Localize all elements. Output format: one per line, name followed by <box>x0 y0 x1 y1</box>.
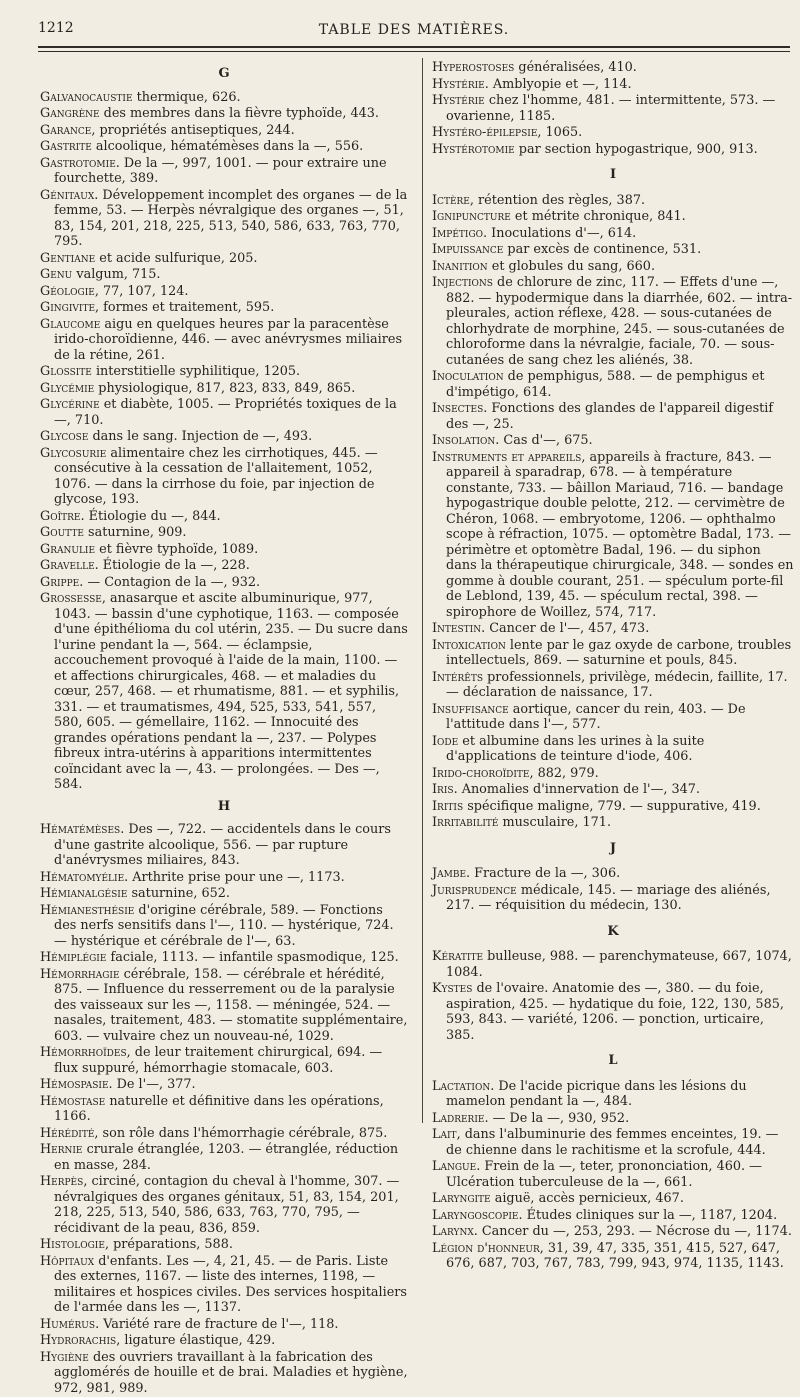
header-rule-thin <box>38 51 790 52</box>
section-letter: L <box>608 1053 618 1068</box>
entry-term: Hémospasie <box>40 1077 109 1092</box>
entry-term: Glycose <box>40 429 89 444</box>
index-entry <box>40 575 408 591</box>
index-entry <box>40 446 408 508</box>
index-entry <box>432 401 794 432</box>
index-entry <box>432 1191 794 1207</box>
entry-text: et fièvre typhoïde, 1089. <box>95 541 259 557</box>
entry-text: de l'ovaire. Anatomie des —, 380. — du foie, aspiration, 425. — hydatique du foie, 122, 130, 585, 593, 843. — variété, 1206. — ponction, urticaire, 385. <box>446 981 784 1043</box>
entry-text: , formes et traitement, 595. <box>95 300 275 315</box>
entry-text: . Inoculations d'—, 614. <box>483 225 637 241</box>
entry-text: lente par le gaz oxyde de carbone, troubles intellectuels, 869. — saturnine et pouls, 845. <box>446 637 792 668</box>
index-entry <box>40 903 408 950</box>
entry-text: , 882, 979. <box>529 765 599 781</box>
entry-text: . — De la —, 930, 952. <box>484 1110 630 1126</box>
index-entry <box>40 139 408 155</box>
entry-text: . Étiologie de la —, 228. <box>94 558 250 573</box>
index-entry <box>40 525 408 541</box>
index-entry <box>40 1174 408 1236</box>
index-entry <box>40 106 408 122</box>
index-entry <box>40 1045 408 1076</box>
entry-text: . Fonctions des glandes de l'appareil digestif des —, 25. <box>446 401 774 432</box>
entry-text: , 77, 107, 124. <box>94 283 189 299</box>
entry-text: . Anomalies d'innervation de l'—, 347. <box>453 782 700 797</box>
entry-text: , propriétés antiseptiques, 244. <box>91 122 295 138</box>
index-entry <box>40 267 408 283</box>
entry-term: Insolation <box>432 433 496 448</box>
entry-term: Jambe <box>432 866 467 881</box>
index-entry <box>40 886 408 902</box>
entry-text: . Variété rare de fracture de l'—, 118. <box>95 1316 339 1332</box>
index-entry <box>432 782 794 798</box>
index-entry <box>432 433 794 449</box>
entry-term: Instruments et appareils <box>432 449 582 465</box>
index-entry <box>432 638 794 669</box>
entry-term: Gingivite <box>40 300 96 315</box>
index-entry <box>432 1224 794 1240</box>
right-column <box>432 60 794 1273</box>
entry-term: Laryngoscopie <box>432 1207 519 1223</box>
index-entry <box>432 142 794 158</box>
entry-term: Histologie <box>40 1237 105 1252</box>
entry-text: , appareils à fracture, 843. — appareil à sparadrap, 678. — à température constante, 733. — bâillon Mariaud, 716. — bandage hypogastrique double pelotte, 212. — cervimètre de Chéron, 1068. — embryotome, 1206. — ophthalmo scope à réfraction, 1075. — optomètre Badal, 173. — périmètre et optomètre Badal, 196. — du siphon dans la thérapeutique chirurgicale, 348. — sondes en gomme à double courant, 251. — spéculum porte-fil de Leblond, 139, 45. — spéculum rectal, 398. — spirophore de Woillez, 574, 717. <box>446 449 794 620</box>
entry-text: saturnine, 909. <box>83 525 187 540</box>
entry-term: Ignipuncture <box>432 209 511 224</box>
entry-term: Glaucome <box>40 316 101 332</box>
entry-term: Intestin <box>432 621 482 636</box>
index-entry <box>432 450 794 621</box>
entry-term: Kystes <box>432 981 473 996</box>
entry-text: aiguë, accès pernicieux, 467. <box>490 1191 684 1206</box>
entry-text: , son rôle dans l'hémorrhagie cérébrale, 875. <box>94 1125 388 1141</box>
entry-text: , 31, 39, 47, 335, 351, 415, 527, 647, 676, 687, 703, 767, 783, 799, 943, 974, 1135, 1143. <box>446 1240 784 1271</box>
entry-text: , dans l'albuminurie des femmes enceintes, 19. — de chienne dans le rachitisme et la scrofule, 444. <box>446 1127 779 1158</box>
index-entry <box>40 591 408 793</box>
entry-text: et globules du sang, 660. <box>487 258 656 274</box>
entry-term: Hémianalgésie <box>40 886 128 901</box>
entry-term: Génitaux <box>40 187 95 203</box>
entry-term: Hémostase <box>40 1093 106 1109</box>
entry-text: bulleuse, 988. — parenchymateuse, 667, 1074, 1084. <box>446 949 792 980</box>
column-divider <box>422 58 423 1123</box>
section-letter: J <box>609 840 617 856</box>
entry-term: Laryngite <box>432 1191 491 1206</box>
index-entry <box>432 734 794 765</box>
index-entry <box>432 883 794 914</box>
entry-term: Intérêts <box>432 669 484 685</box>
running-title: TABLE DES MATIÈRES. <box>318 22 510 38</box>
index-entry <box>432 275 794 368</box>
index-entry <box>432 1127 794 1158</box>
index-entry <box>40 300 408 316</box>
section-letter: H <box>217 798 231 814</box>
index-entry <box>432 93 794 124</box>
entry-text: aortique, cancer du rein, 403. — De l'attitude dans l'—, 577. <box>446 701 746 732</box>
entry-text: cérébrale, 158. — cérébrale et hérédité, 875. — Influence du resserrement ou de la paralysie des vaisseaux sur les —, 1158. — méningée, 524. — nasales, traitement, 483. — stomatite supplémentaire, 603. — vulvaire chez un nouveau-né, 1029. <box>54 966 408 1044</box>
entry-term: Hystérotomie <box>432 141 515 157</box>
index-entry <box>40 1237 408 1253</box>
entry-text: et albumine dans les urines à la suite d'applications de teinture d'iode, 406. <box>446 733 705 764</box>
index-entry <box>40 188 408 250</box>
entry-term: Genu <box>40 267 73 282</box>
index-entry <box>40 90 408 106</box>
entry-term: Gentiane <box>40 250 96 266</box>
entry-term: Hématémèses <box>40 822 121 837</box>
entry-text: des membres dans la fièvre typhoïde, 443. <box>99 106 379 121</box>
entry-text: de chlorure de zinc, 117. — Effets d'une —, 882. — hypodermique dans la diarrhée, 602. — intra-pleurales, action réflexe, 428. — sous-cutanées de chlorhydrate de morphine, 245. — sous-cutanées de chloroforme dans la névralgie, faciale, 70. — sous-cutanées de sang chez les aliénés, 38. <box>446 275 793 368</box>
entry-term: Hérédité <box>40 1125 95 1141</box>
entry-text: valgum, 715. <box>72 267 161 282</box>
index-entry <box>432 60 794 76</box>
entry-text: , préparations, 588. <box>104 1237 233 1252</box>
entry-text: et diabète, 1005. — Propriétés toxiques de la —, 710. <box>54 397 397 428</box>
index-entry <box>40 381 408 397</box>
entry-term: Iode <box>432 733 459 749</box>
entry-term: Garance <box>40 122 92 138</box>
index-entry <box>40 397 408 428</box>
entry-text: . Fracture de la —, 306. <box>466 866 621 881</box>
index-entry <box>432 369 794 400</box>
entry-term: Hémianesthésie <box>40 902 135 918</box>
index-entry <box>40 251 408 267</box>
section-letter: I <box>609 167 617 182</box>
entry-text: alcoolique, hématémèses dans la —, 556. <box>91 139 364 154</box>
entry-text: spécifique maligne, 779. — suppurative, 419. <box>463 798 761 814</box>
entry-text: crurale étranglée, 1203. — étranglée, réduction en masse, 284. <box>54 1142 399 1173</box>
entry-text: saturnine, 652. <box>127 886 230 901</box>
entry-term: Langue <box>432 1159 477 1174</box>
header-rule <box>38 46 790 48</box>
entry-text: . Développement incomplet des organes — de la femme, 53. — Herpès névralgique des organes —, 51, 83, 154, 201, 218, 225, 513, 540, 586, 633, 763, 770, 795. <box>54 187 408 249</box>
entry-term: Galvanocaustie <box>40 89 133 105</box>
index-entry <box>432 242 794 258</box>
entry-term: Irritabilité <box>432 815 499 830</box>
entry-term: Glossite <box>40 364 92 379</box>
index-entry <box>432 125 794 141</box>
entry-text: et acide sulfurique, 205. <box>95 250 258 266</box>
index-entry <box>432 621 794 637</box>
entry-text: par excès de continence, 531. <box>503 242 702 257</box>
entry-term: Lait <box>432 1127 457 1142</box>
entry-term: Gangrène <box>40 106 100 121</box>
index-entry <box>432 766 794 782</box>
entry-term: Géologie <box>40 283 95 299</box>
index-entry <box>40 1077 408 1093</box>
entry-term: Intoxication <box>432 637 506 653</box>
index-entry <box>40 1333 408 1349</box>
entry-text: , circiné, contagion du cheval à l'homme, 307. — névralgiques des organes génitaux, 51, 83, 154, 201, 218, 225, 513, 540, 586, 633, 763, 770, 795, — récidivant de la peau, 836, 859. <box>54 1174 400 1236</box>
entry-text: . De l'acide picrique dans les lésions du mamelon pendant la —, 484. <box>446 1078 747 1109</box>
entry-text: . Cancer de l'—, 457, 473. <box>481 621 650 636</box>
entry-text: musculaire, 171. <box>498 815 612 830</box>
index-entry <box>432 1159 794 1190</box>
entry-term: Iritis <box>432 798 464 814</box>
entry-term: Grossesse <box>40 591 102 606</box>
index-entry <box>40 284 408 300</box>
entry-text: par section hypogastrique, 900, 913. <box>514 141 758 157</box>
index-entry <box>432 799 794 815</box>
entry-text: faciale, 1113. — infantile spasmodique, 125. <box>106 950 399 965</box>
entry-term: Humérus <box>40 1316 96 1332</box>
index-entry <box>40 509 408 525</box>
entry-term: Hygiène <box>40 1349 89 1365</box>
entry-term: Ladrerie <box>432 1110 485 1126</box>
index-entry <box>40 429 408 445</box>
index-entry <box>432 77 794 93</box>
page-header <box>38 18 790 44</box>
entry-term: Injections <box>432 275 493 290</box>
entry-term: Goître <box>40 508 81 524</box>
entry-term: Ictère <box>432 192 470 208</box>
entry-text: dans le sang. Injection de —, 493. <box>88 429 313 444</box>
entry-term: Impétigo <box>432 225 484 241</box>
entry-term: Hystéro-épilepsie <box>432 125 538 140</box>
entry-term: Légion d'honneur <box>432 1240 540 1256</box>
entry-term: Inanition <box>432 258 488 274</box>
entry-text: . Amblyopie et —, 114. <box>484 76 632 92</box>
entry-text: médicale, 145. — mariage des aliénés, 217. — réquisition du médecin, 130. <box>446 882 771 913</box>
entry-term: Impuissance <box>432 242 504 257</box>
entry-text: d'enfants. Les —, 4, 21, 45. — de Paris. Liste des externes, 1167. — liste des internes, 1198, — militaires et hospices civiles. Des services hospitaliers de l'armée dans les —, 1137. <box>54 1253 407 1315</box>
entry-term: Larynx <box>432 1224 474 1239</box>
index-entry <box>432 670 794 701</box>
entry-term: Iris <box>432 782 454 797</box>
entry-text: , anasarque et ascite albuminurique, 977, 1043. — bassin d'une cyphotique, 1163. — composée d'une épithélioma du col utérin, 235. — Du sucre dans l'urine pendant la —, 564. — éclampsie, accouchement provoqué à l'aide de la main, 1100. — et affections chirurgicales, 468. — et maladies du cœur, 257, 468. — et rhumatisme, 881. — et syphilis, 331. — et traumatismes, 494, 525, 533, 541, 557, 580, 605. — gémellaire, 1162. — Innocuité des grandes opérations pendant la —, 237. — Polypes fibreux intra-utérins à apparitions intermittentes coïncidant avec la —, 43. — prolongées. — Des —, 584. <box>54 591 408 792</box>
index-entry <box>40 822 408 869</box>
entry-text: . Étiologie du —, 844. <box>80 508 221 524</box>
entry-term: Herpès <box>40 1174 84 1189</box>
entry-term: Irido-choroïdite <box>432 765 530 781</box>
index-entry <box>432 226 794 242</box>
entry-text: , de leur traitement chirurgical, 694. — flux suppuré, hémorrhagie stomacale, 603. <box>54 1045 383 1076</box>
index-entry <box>40 123 408 139</box>
entry-term: Hémorrhagie <box>40 966 120 982</box>
index-entry <box>432 866 794 882</box>
entry-term: Insuffisance <box>432 701 509 717</box>
index-entry <box>432 1079 794 1110</box>
index-entry <box>432 1208 794 1224</box>
entry-term: Glycérine <box>40 397 100 412</box>
section-letter: G <box>218 66 230 81</box>
entry-text: d'origine cérébrale, 589. — Fonctions des nerfs sensitifs dans l'—, 110. — hystérique, 724. — hystérique et cérébrale de l'—, 63. <box>54 902 394 949</box>
entry-text: . Arthrite prise pour une —, 1173. <box>124 869 345 885</box>
index-entry <box>432 815 794 831</box>
entry-term: Gravelle <box>40 558 95 573</box>
entry-text: thermique, 626. <box>132 89 241 105</box>
index-entry <box>432 209 794 225</box>
entry-term: Granulie <box>40 541 96 557</box>
entry-term: Inoculation <box>432 369 504 384</box>
index-entry <box>40 1142 408 1173</box>
entry-term: Hystérie <box>432 76 485 92</box>
entry-term: Jurisprudence <box>432 882 517 898</box>
index-entry <box>432 949 794 980</box>
entry-text: des ouvriers travaillant à la fabrication des agglomérés de houille et de brai. Maladies et hygiène, 972, 981, 989. <box>54 1349 408 1396</box>
index-entry <box>40 950 408 966</box>
entry-text: , rétention des règles, 387. <box>469 192 646 208</box>
index-entry <box>432 702 794 733</box>
entry-term: Hydrorachis <box>40 1333 117 1348</box>
index-entry <box>40 1350 408 1397</box>
entry-text: aigu en quelques heures par la paracentèse irido-choroïdienne, 446. — avec anévrysmes miliaires de la rétine, 261. <box>54 316 403 363</box>
index-entry <box>432 981 794 1043</box>
index-entry <box>40 364 408 380</box>
entry-text: . De la —, 997, 1001. — pour extraire une fourchette, 389. <box>54 155 387 186</box>
entry-term: Grippe <box>40 574 80 590</box>
entry-term: Goutte <box>40 525 84 540</box>
entry-term: Hémorrhoïdes <box>40 1045 127 1060</box>
entry-text: , 1065. <box>537 125 583 140</box>
entry-text: physiologique, 817, 823, 833, 849, 865. <box>94 380 356 396</box>
index-entry <box>40 870 408 886</box>
index-entry <box>40 558 408 574</box>
entry-text: interstitielle syphilitique, 1205. <box>91 364 301 379</box>
entry-text: . Cancer du —, 253, 293. — Nécrose du —, 1174. <box>473 1224 792 1239</box>
left-column <box>40 60 408 1397</box>
index-entry <box>432 193 794 209</box>
entry-text: . Des —, 722. — accidentels dans le cours d'une gastrite alcoolique, 556. — par rupture d'anévrysmes miliaires, 843. <box>54 822 391 868</box>
entry-text: de pemphigus, 588. — de pemphigus et d'impétigo, 614. <box>446 369 765 400</box>
entry-text: généralisées, 410. <box>514 60 637 75</box>
entry-term: Glycémie <box>40 380 95 396</box>
index-entry <box>40 1126 408 1142</box>
entry-term: Hernie <box>40 1142 83 1157</box>
entry-term: Glycosurie <box>40 445 107 461</box>
index-entry <box>40 542 408 558</box>
index-entry <box>40 156 408 187</box>
entry-term: Gastrite <box>40 139 92 154</box>
index-entry <box>432 1111 794 1127</box>
entry-term: Hystérie <box>432 93 485 108</box>
entry-term: Insectes <box>432 401 484 416</box>
index-entry <box>40 1254 408 1316</box>
entry-term: Kératite <box>432 949 484 964</box>
index-entry <box>432 259 794 275</box>
index-entry <box>40 317 408 364</box>
index-entry <box>432 1241 794 1272</box>
entry-text: . Cas d'—, 675. <box>495 433 593 448</box>
entry-text: , ligature élastique, 429. <box>116 1333 276 1348</box>
index-entry <box>40 1317 408 1333</box>
page-number: 1212 <box>38 20 74 36</box>
entry-text: chez l'homme, 481. — intermittente, 573. — ovarienne, 1185. <box>446 93 776 124</box>
entry-term: Hôpitaux <box>40 1253 95 1269</box>
index-entry <box>40 1094 408 1125</box>
entry-term: Gastrotomie <box>40 155 116 171</box>
entry-text: . Frein de la —, teter, prononciation, 460. — Ulcération tuberculeuse de la —, 661. <box>446 1159 762 1190</box>
entry-term: Hyperostoses <box>432 60 515 75</box>
section-letter: K <box>607 923 619 939</box>
entry-term: Hématomyélie <box>40 869 125 885</box>
index-entry <box>40 967 408 1045</box>
entry-text: . Études cliniques sur la —, 1187, 1204. <box>518 1207 778 1223</box>
entry-text: et métrite chronique, 841. <box>510 209 686 224</box>
entry-term: Lactation <box>432 1078 491 1094</box>
entry-text: professionnels, privilège, médecin, faillite, 17. — déclaration de naissance, 17. <box>446 669 788 700</box>
entry-text: naturelle et définitive dans les opérations, 1166. <box>54 1093 384 1124</box>
entry-text: alimentaire chez les cirrhotiques, 445. — consécutive à la cessation de l'allaitement, 1052, 1076. — dans la cirrhose du foie, par injection de glycose, 193. <box>54 445 378 507</box>
entry-term: Hémiplégie <box>40 950 107 965</box>
entry-text: . De l'—, 377. <box>108 1077 196 1092</box>
entry-text: . — Contagion de la —, 932. <box>79 574 261 590</box>
